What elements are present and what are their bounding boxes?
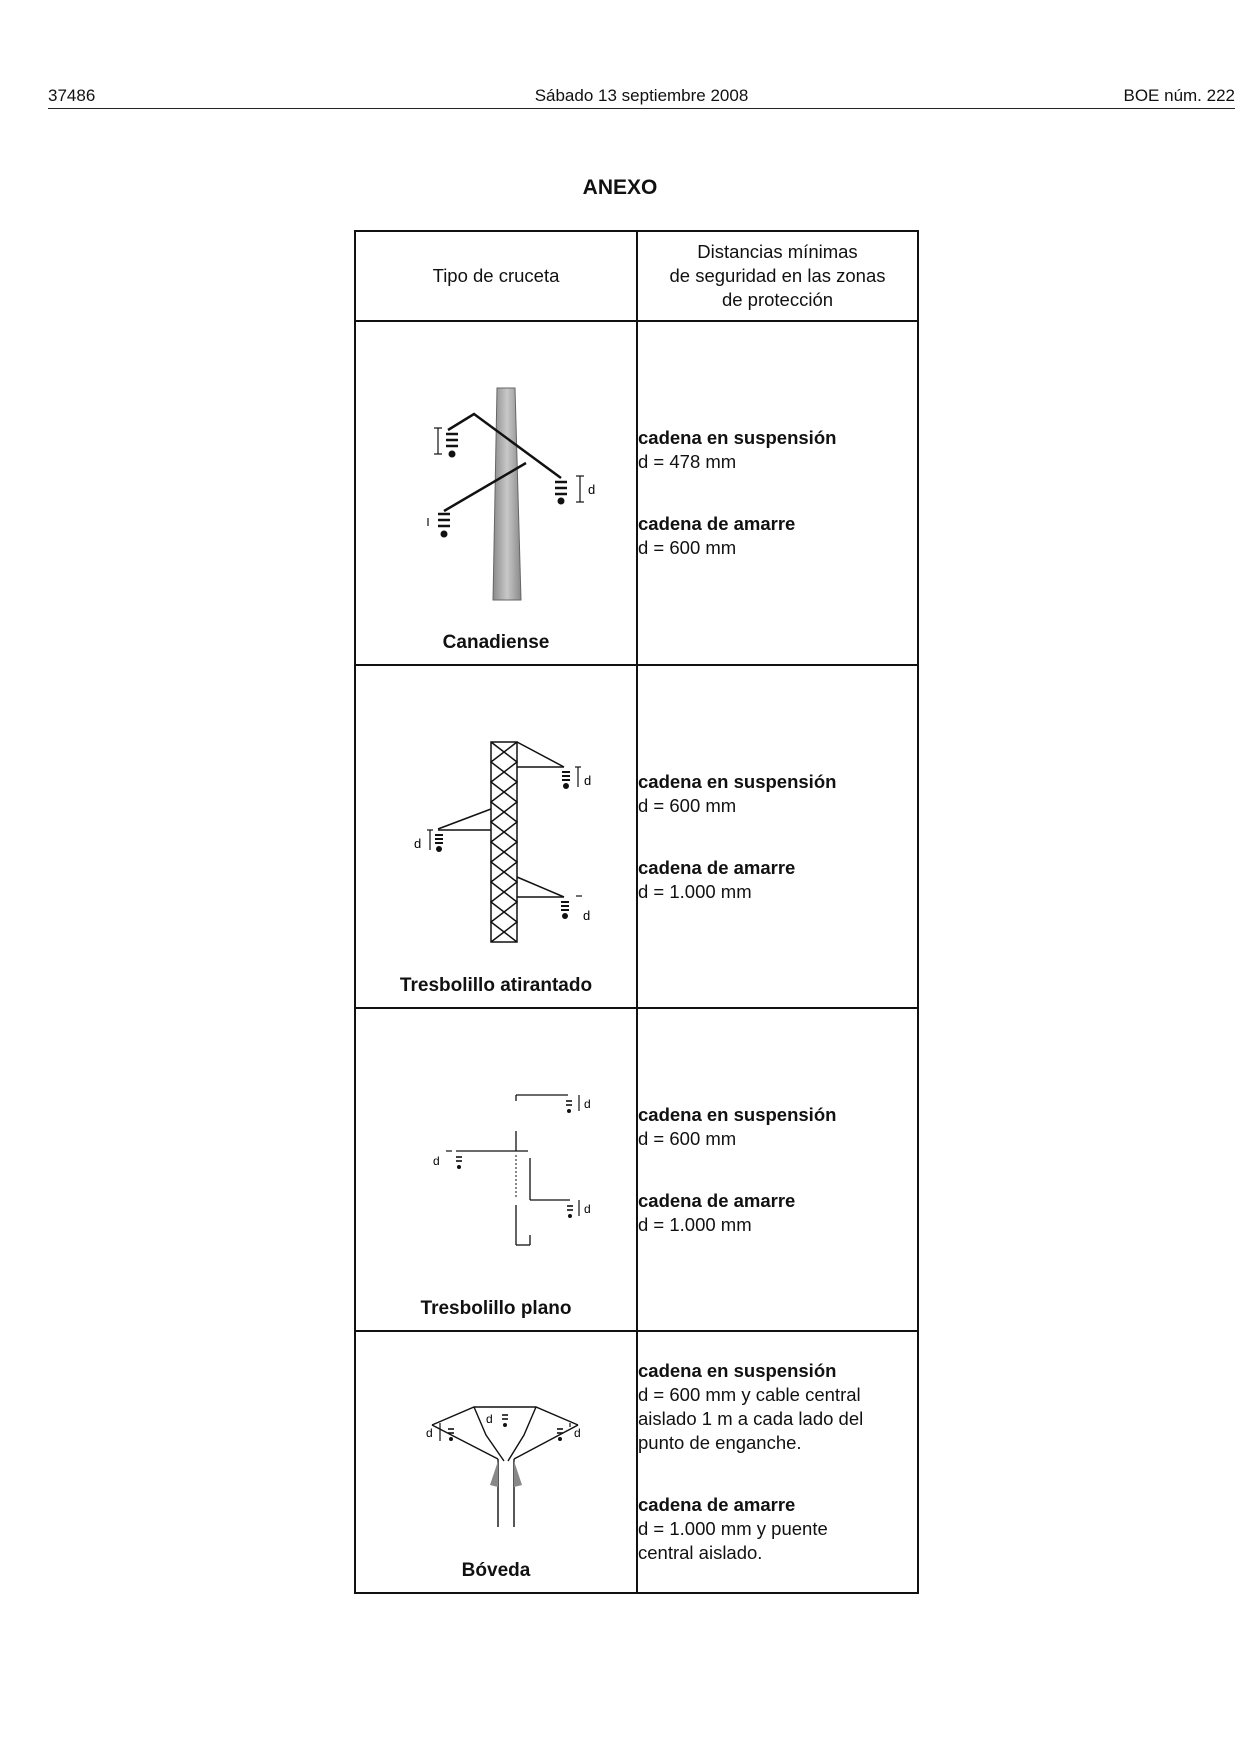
amarre-value: d = 1.000 mm (638, 1213, 752, 1235)
suspension-block (638, 770, 917, 818)
table-row (355, 665, 918, 1008)
dimension-label: d (414, 835, 422, 851)
crossarm-name: Bóveda (461, 1560, 531, 1581)
publication-date: Sábado 13 septiembre 2008 (534, 86, 749, 105)
canadiense-diagram (386, 368, 606, 618)
dimension-label: d (486, 1412, 493, 1426)
suspension-label: cadena en suspensión (638, 427, 837, 448)
dimension-label: d (584, 772, 592, 788)
suspension-value: punto de enganche. (638, 1432, 802, 1453)
amarre-block (638, 1189, 917, 1237)
suspension-value: d = 600 mm (638, 794, 737, 816)
amarre-value: d = 600 mm (638, 537, 737, 558)
table-row (355, 321, 918, 665)
dimension-label: d (588, 482, 596, 497)
amarre-value: central aislado. (638, 1542, 763, 1563)
suspension-block (638, 426, 917, 474)
suspension-label: cadena en suspensión (638, 1360, 837, 1381)
amarre-label: cadena de amarre (638, 513, 796, 534)
suspension-value: d = 478 mm (638, 451, 737, 472)
boveda-diagram (386, 1377, 606, 1547)
issue-number: BOE núm. 222 (1123, 86, 1235, 105)
suspension-value: aislado 1 m a cada lado del (638, 1408, 864, 1429)
distances-cell (637, 321, 918, 665)
dimension-label: d (584, 1096, 591, 1111)
amarre-block (638, 1493, 917, 1565)
annex-table (354, 230, 919, 1594)
suspension-block (638, 1359, 917, 1455)
dimension-label: d (583, 907, 591, 923)
page-number: 37486 (48, 86, 96, 105)
tresbolillo-atirantado-diagram (386, 712, 606, 962)
dimension-label: d (433, 1153, 440, 1168)
col2-header-line: Distancias mínimas (697, 241, 858, 262)
amarre-value: d = 1.000 mm (638, 880, 752, 902)
col2-header (637, 231, 918, 321)
crossarm-name: Tresbolillo plano (420, 1298, 572, 1319)
distances-cell (637, 1331, 918, 1593)
col2-header-line: de seguridad en las zonas (669, 265, 886, 286)
suspension-block (638, 1103, 917, 1151)
crossarm-figure-cell (355, 1008, 637, 1331)
distances-cell (637, 1008, 918, 1331)
crossarm-name: Canadiense (442, 632, 550, 653)
amarre-label: cadena de amarre (638, 1494, 796, 1515)
amarre-block (638, 512, 917, 560)
table-header-row (355, 231, 918, 321)
amarre-label: cadena de amarre (638, 1189, 796, 1211)
col2-header-line: de protección (721, 289, 834, 310)
tresbolillo-plano-diagram (386, 1055, 606, 1285)
suspension-label: cadena en suspensión (638, 770, 837, 792)
suspension-label: cadena en suspensión (638, 1103, 837, 1125)
distances-cell (637, 665, 918, 1008)
table-row (355, 1008, 918, 1331)
page-header (48, 84, 1235, 109)
amarre-label: cadena de amarre (638, 856, 796, 878)
crossarm-figure-cell (355, 665, 637, 1008)
crossarm-figure-cell (355, 321, 637, 665)
crossarm-figure-cell (355, 1331, 637, 1593)
page-title: ANEXO (582, 176, 658, 199)
suspension-value: d = 600 mm y cable central (638, 1384, 861, 1405)
col1-header: Tipo de cruceta (355, 231, 637, 321)
dimension-label: d (426, 1426, 433, 1440)
amarre-block (638, 856, 917, 904)
table-row (355, 1331, 918, 1593)
amarre-value: d = 1.000 mm y puente (638, 1518, 828, 1539)
crossarm-name: Tresbolillo atirantado (399, 975, 593, 996)
dimension-label: d (574, 1426, 581, 1440)
suspension-value: d = 600 mm (638, 1127, 737, 1149)
dimension-label: d (584, 1201, 591, 1216)
